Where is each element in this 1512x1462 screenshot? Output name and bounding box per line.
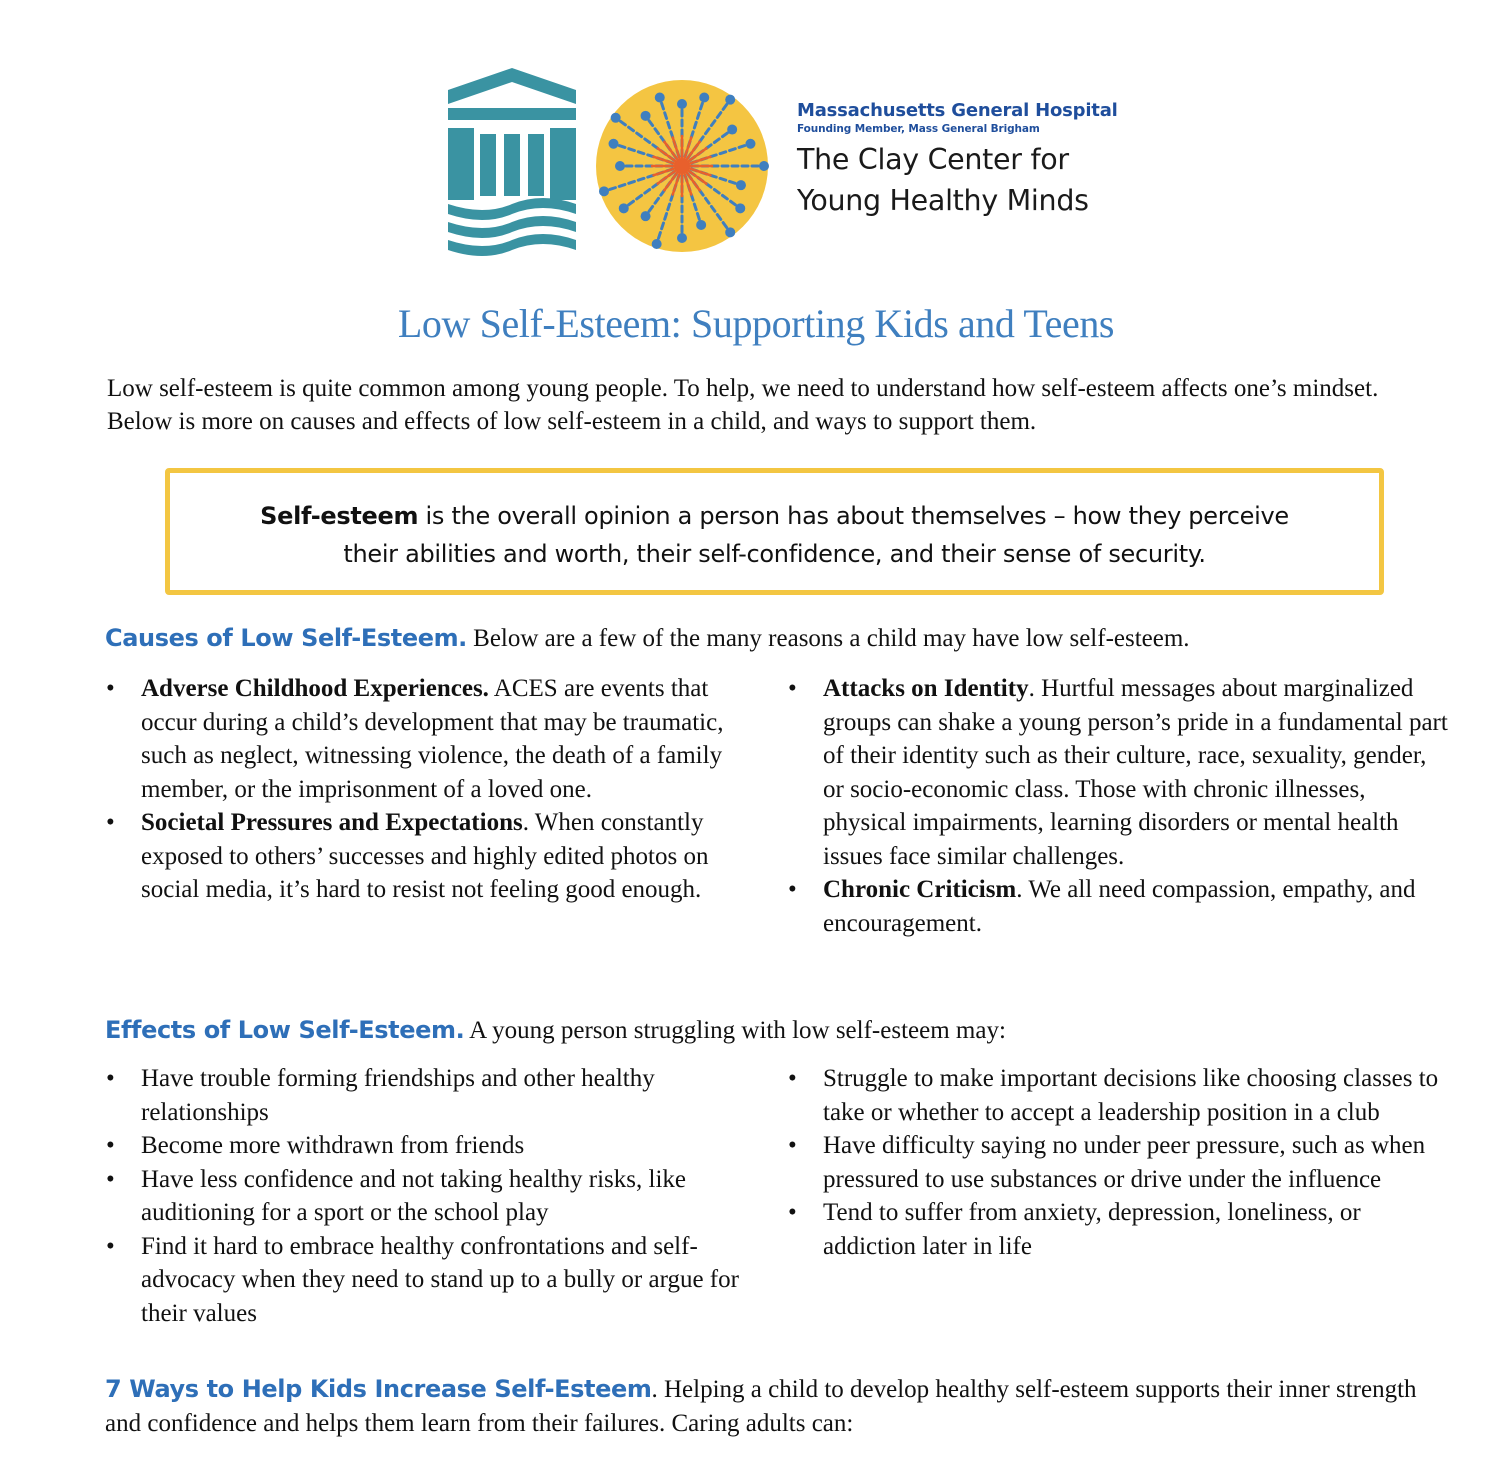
effects-heading-line (105, 1014, 1006, 1047)
definition-rest: is the overall opinion a person has about themselves – how they perceive (418, 502, 1289, 530)
list-item (788, 873, 1448, 940)
list-item: • Have less confidence and not taking healthy risks, like auditioning for a sport or the school play (106, 1163, 746, 1230)
ways-heading: 7 Ways to Help Kids Increase Self-Esteem (105, 1375, 652, 1403)
list-item: • Have trouble forming friendships and other healthy relationships (106, 1062, 746, 1129)
list-item: • Find it hard to embrace healthy confrontations and self-advocacy when they need to stand up to a bully or argue for their values (106, 1230, 746, 1331)
center-name-line1: The Clay Center for (797, 143, 1069, 176)
cause-text: ACES are events that occur during a child’s development that may be traumatic, such as neglect, witnessing violence, the death of a family member, or the imprisonment of a loved one. (141, 675, 724, 803)
cause-text: . Hurtful messages about marginalized groups can shake a young person’s pride in a fundamental part of their identity such as their culture, race, sexuality, gender, or socio-economic class. Those with chronic illnesses, physical impairments, learning disorders or mental health issues face similar challenges. (823, 675, 1448, 870)
list-item (788, 672, 1448, 873)
causes-right-list (788, 672, 1448, 940)
list-item (106, 806, 746, 907)
effects-right-list (788, 1062, 1448, 1263)
org-subtitle: Founding Member, Mass General Brigham (797, 123, 1040, 135)
ways-lead: . Helping a child to develop healthy self-esteem supports their inner strength and confidence and helps them learn from their failures. Caring adults can: (105, 1376, 1417, 1437)
center-name-line2: Young Healthy Minds (797, 184, 1089, 217)
cause-term: Adverse Childhood Experiences. (141, 675, 489, 702)
ways-paragraph (105, 1372, 1445, 1441)
org-name: Massachusetts General Hospital (797, 100, 1118, 121)
list-item: • Become more withdrawn from friends (106, 1129, 746, 1163)
list-item (106, 672, 746, 806)
sunburst-logo-icon (592, 66, 772, 256)
causes-heading: Causes of Low Self-Esteem. (105, 624, 467, 652)
effects-heading: Effects of Low Self-Esteem. (105, 1016, 465, 1044)
org-block (797, 100, 1118, 221)
building-logo-icon (444, 64, 580, 260)
causes-left-list (106, 672, 746, 907)
effects-lead: A young person struggling with low self-esteem may: (464, 1017, 1006, 1044)
intro-paragraph: Low self-esteem is quite common among young people. To help, we need to understand how self-esteem affects one’s mindset. Below is more on causes and effects of low self-esteem in a child, and ways to support them. (107, 375, 1379, 435)
list-item: • Struggle to make important decisions like choosing classes to take or whether to accept a leadership position in a club (788, 1062, 1448, 1129)
causes-heading-line (105, 622, 1190, 655)
definition-line2: their abilities and worth, their self-confidence, and their sense of security. (343, 540, 1206, 568)
cause-term: Chronic Criticism (823, 876, 1017, 903)
center-name (797, 139, 1118, 221)
list-item: • Have difficulty saying no under peer pressure, such as when pressured to use substances or drive under the influence (788, 1129, 1448, 1196)
page-title: Low Self-Esteem: Supporting Kids and Teens (397, 301, 1115, 346)
cause-text: . When constantly exposed to others’ successes and highly edited photos on social media, it’s hard to resist not feeling good enough. (141, 809, 709, 903)
effects-left-list (106, 1062, 746, 1330)
definition-line1 (170, 497, 1379, 535)
causes-lead: Below are a few of the many reasons a child may have low self-esteem. (466, 625, 1190, 652)
list-item: • Tend to suffer from anxiety, depression, loneliness, or addiction later in life (788, 1196, 1448, 1263)
definition-box (165, 468, 1384, 595)
definition-text (170, 497, 1379, 573)
definition-term: Self-esteem (260, 502, 419, 530)
cause-term: Societal Pressures and Expectations (141, 809, 523, 836)
cause-term: Attacks on Identity (823, 675, 1029, 702)
cause-text: . We all need compassion, empathy, and encouragement. (823, 876, 1416, 937)
